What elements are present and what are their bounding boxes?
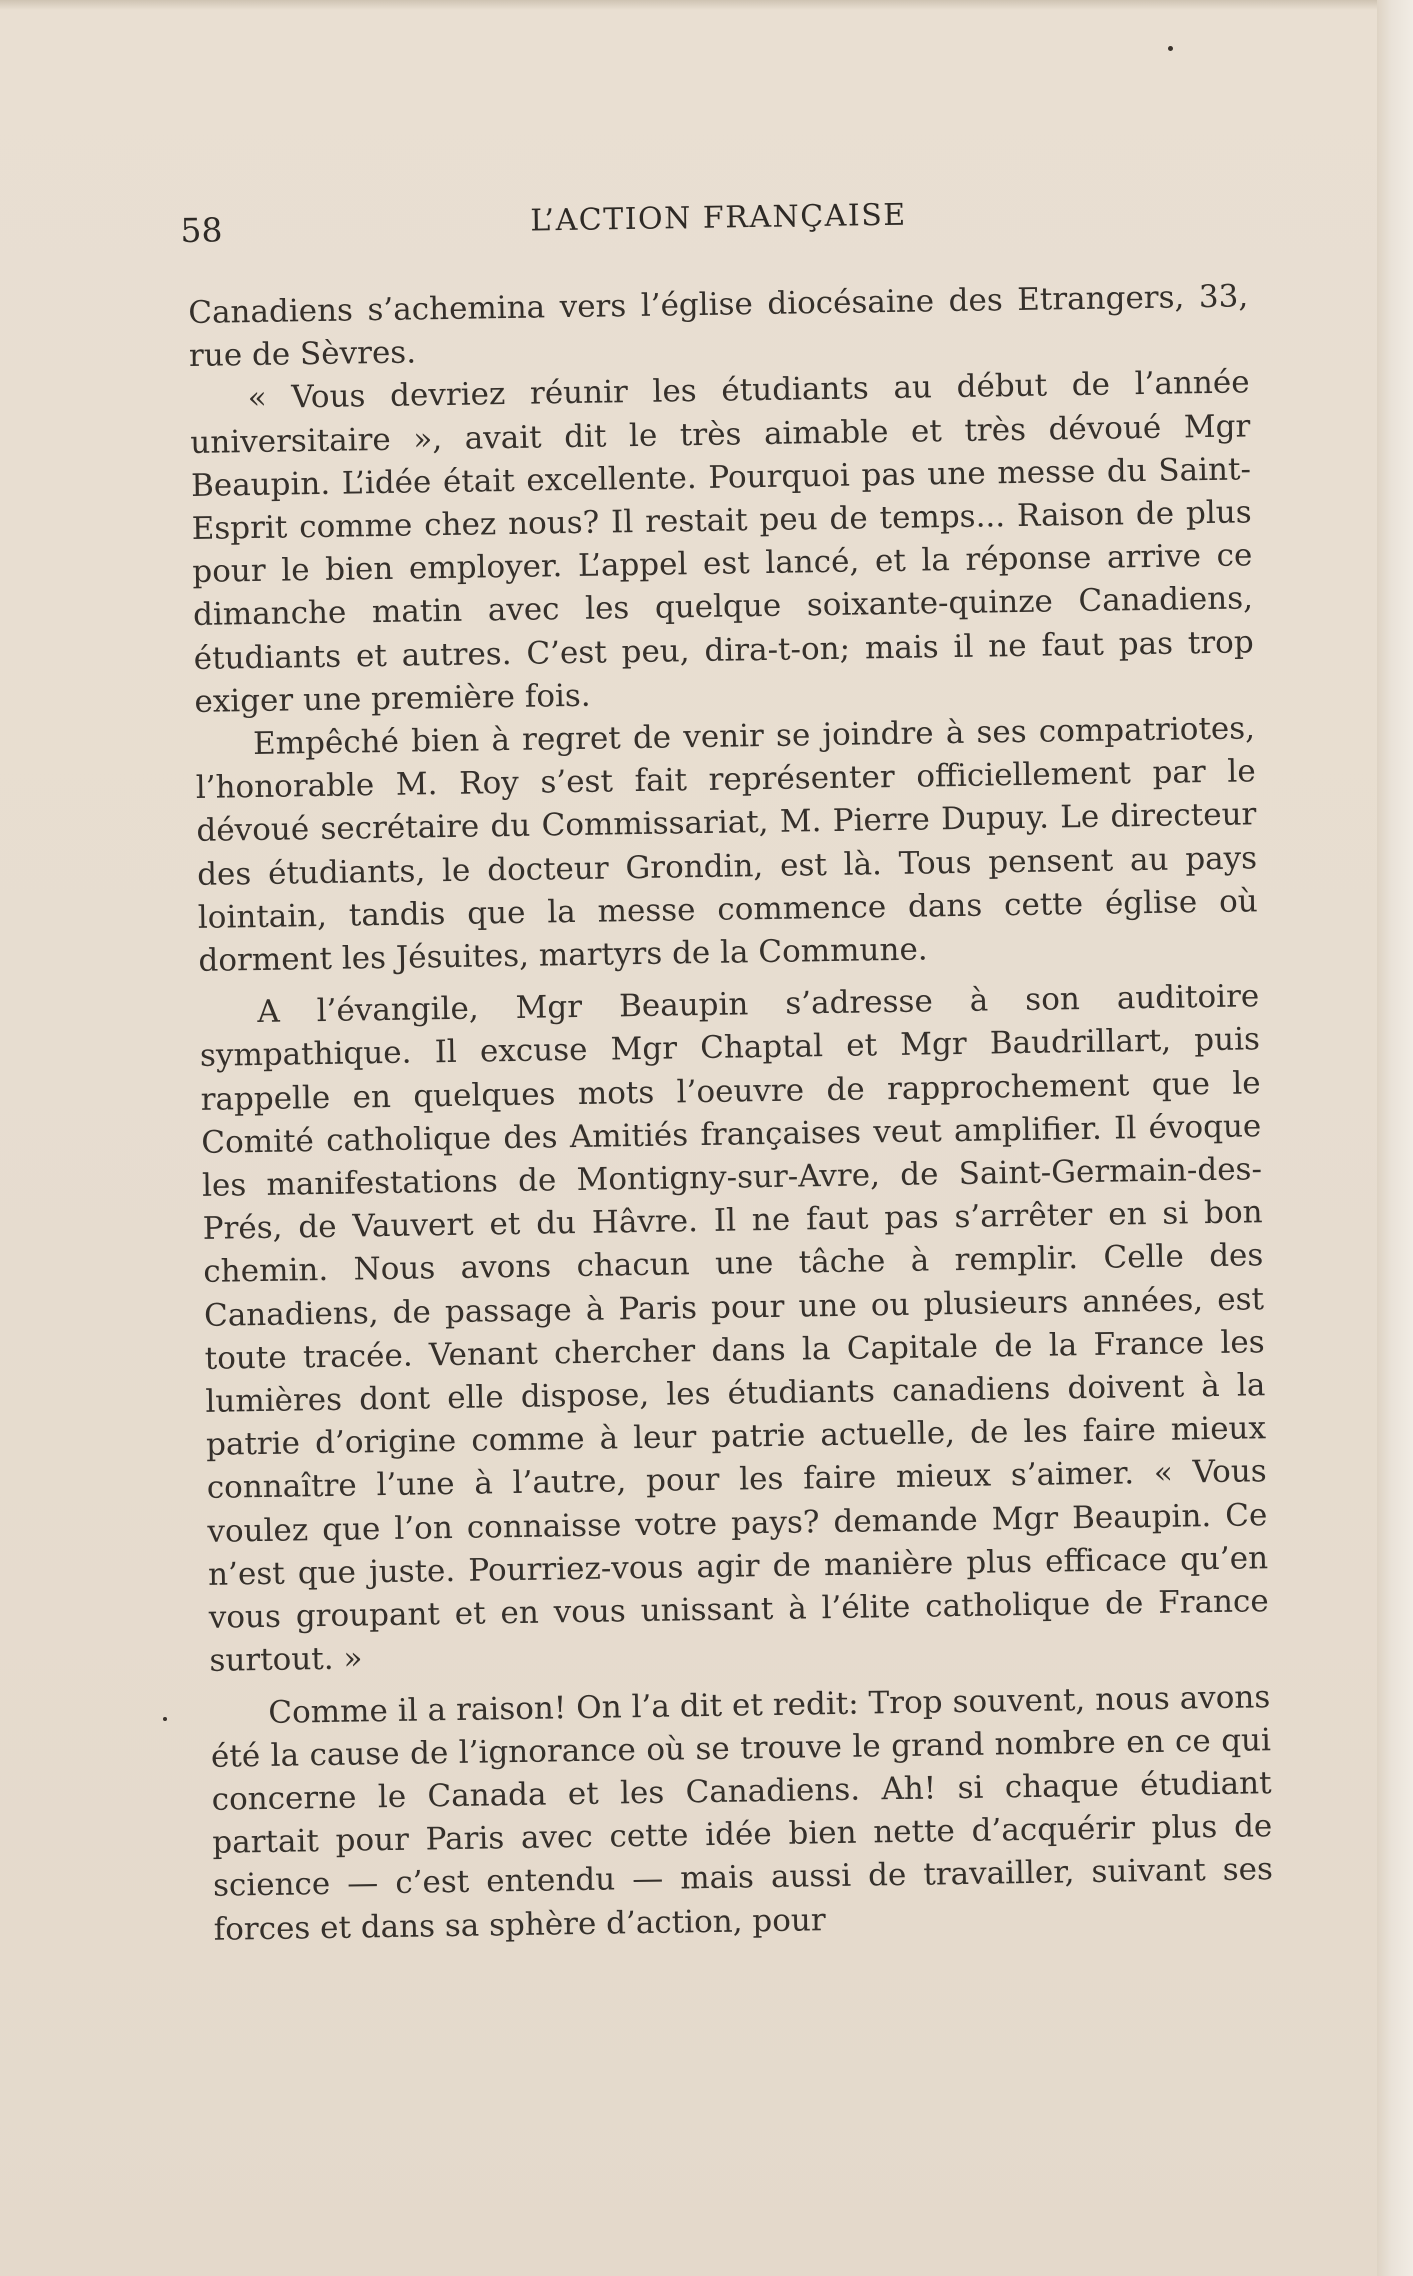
paragraph: Comme il a raison! On l’a dit et redit: Trop souvent, nous avons été la cause de l’ignorance où se trouve le grand nombre en ce qui concerne le Canada et les Canadiens. Ah! si chaque étudiant partait pour Paris avec cette idée bien nette d’acquérir plus de science — c’est entendu — mais aussi de travailler, suivant ses forces et dans sa sphère d’action, pour [210, 1678, 1274, 1948]
running-head: L’ACTION FRANÇAISE [530, 197, 907, 239]
ink-speck [163, 1717, 167, 1721]
page-header [180, 188, 1261, 251]
body-text [188, 275, 1274, 1951]
paragraph: Empêché bien à regret de venir se joindre à ses compatriotes, l’honorable M. Roy s’est fait représenter officiellement par le dévoué secrétaire du Commissariat, M. Pierre Dupuy. Le directeur des étudiants, le docteur Grondin, est là. Tous pensent au pays lointain, tandis que la messe commence dans cette église où dorment les Jésuites, martyrs de la Commune. [195, 710, 1258, 979]
ink-speck [1168, 46, 1173, 51]
paragraph: A l’évangile, Mgr Beaupin s’adresse à son auditoire sympathique. Il excuse Mgr Chaptal et Mgr Baudrillart, puis rappelle en quelques mots l’oeuvre de rapprochement que le Comité catholique des Amitiés françaises veut amplifier. Il évoque les manifestations de Montigny-sur-Avre, de Saint-Germain-des-Prés, de Vauvert et du Hâvre. Il ne faut pas s’arrêter en si bon chemin. Nous avons chacun une tâche à remplir. Celle des Canadiens, de passage à Paris pour une ou plusieurs années, est toute tracée. Venant chercher dans la Capitale de la France les lumières dont elle dispose, les étudiants canadiens doivent à la patrie d’origine comme à leur patrie actuelle, de les faire mieux connaître l’une à l’autre, pour les faire mieux s’aimer. « Vous voulez que l’on connaisse votre pays? demande Mgr Beaupin. Ce n’est que juste. Pourriez-vous agir de manière plus efficace qu’en vous groupant et en vous unissant à l’élite catholique de France surtout. » [199, 978, 1269, 1680]
paragraph: « Vous devriez réunir les étudiants au début de l’année universitaire », avait dit le très aimable et très dévoué Mgr Beaupin. L’idée était excellente. Pourquoi pas une messe du Saint-Esprit comme chez nous? Il restait peu de temps... Raison de plus pour le bien employer. L’appel est lancé, et la réponse arrive ce dimanche matin avec les quelque soixante-quinze Canadiens, étudiants et autres. C’est peu, dira-t-on; mais il ne faut pas trop exiger une première fois. [190, 364, 1254, 720]
paragraph: Canadiens s’achemina vers l’église diocésaine des Etrangers, 33, rue de Sèvres. [188, 278, 1249, 375]
page-right-edge [1377, 0, 1413, 2276]
page-number: 58 [180, 210, 223, 250]
page-top-edge [0, 0, 1413, 10]
